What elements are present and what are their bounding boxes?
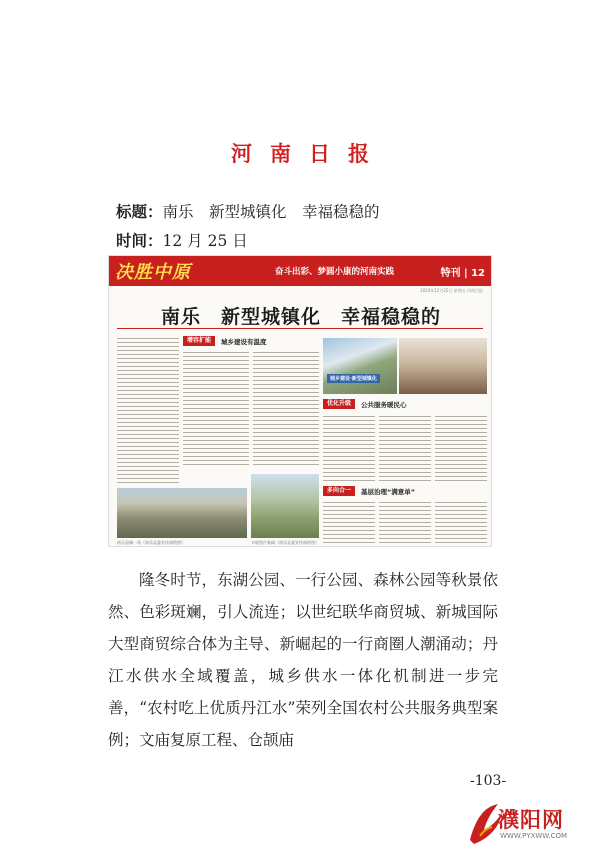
text-column-1 xyxy=(117,336,179,484)
headline-rule xyxy=(117,328,483,329)
news-photo-people xyxy=(399,338,487,394)
topic-value: 南乐 新型城镇化 幸福稳稳的 xyxy=(162,203,380,221)
text-column-3 xyxy=(253,350,319,468)
text-column-7 xyxy=(323,500,375,544)
section-tag-2: 优化升级 xyxy=(323,399,355,409)
newspaper-clipping xyxy=(108,255,492,547)
text-column-6 xyxy=(435,414,487,482)
time-label: 时间： xyxy=(116,231,163,250)
topic-line xyxy=(116,200,380,222)
newspaper-special-page: 特刊 | 12 xyxy=(440,268,485,279)
text-column-5 xyxy=(379,414,431,482)
time-value: 12 月 25 日 xyxy=(162,232,248,250)
document-title: 河南日报 xyxy=(231,141,387,166)
time-line xyxy=(116,229,248,251)
watermark-url: WWW.PYXWW.COM xyxy=(500,832,568,840)
section-tag-3: 多向合一 xyxy=(323,486,355,496)
section-tag-1: 增容扩能 xyxy=(183,336,215,346)
section-title-3: 基层治理“满意单” xyxy=(361,488,416,496)
newspaper-headline: 南乐 新型城镇化 幸福稳稳的 xyxy=(160,306,441,328)
text-column-4 xyxy=(323,414,375,482)
caption-left: 南乐县城一角（南乐县委宣传部供图） xyxy=(117,540,185,545)
section-title-2: 公共服务暖民心 xyxy=(361,401,407,409)
page-number: -103- xyxy=(470,773,507,789)
caption-right: 丰收图片新闻（南乐县委宣传部供图） xyxy=(251,540,319,545)
newspaper-brand: 决胜中原 xyxy=(115,262,191,283)
text-column-2 xyxy=(183,350,249,468)
newspaper-slogan: 奋斗出彩、梦圆小康的河南实践 xyxy=(275,267,395,277)
newspaper-date: 2020年12月25日 星期五 河南日报 xyxy=(420,288,483,293)
photo-sign: 城乡建设·新型城镇化 xyxy=(327,374,380,383)
watermark-text: 濮阳网 xyxy=(498,808,564,832)
text-column-8 xyxy=(379,500,431,544)
topic-label: 标题： xyxy=(116,202,163,221)
body-paragraph: 隆冬时节，东湖公园、一行公园、森林公园等秋景依然、色彩斑斓，引人流连；以世纪联华商贸城、新城国际大型商贸综合体为主导、新崛起的一行商圈人潮涌动；丹江水供水全域覆盖，城乡供水一体化机制进一步完善，“农村吃上优质丹江水”荣列全国农村公共服务典型案例；文庙复原工程、仓颉庙 xyxy=(108,571,498,749)
news-photo-town xyxy=(323,338,397,394)
news-photo-park xyxy=(251,474,319,538)
section-title-1: 城乡建设有温度 xyxy=(221,338,267,346)
news-photo-city-aerial xyxy=(117,488,247,538)
text-column-9 xyxy=(435,500,487,544)
